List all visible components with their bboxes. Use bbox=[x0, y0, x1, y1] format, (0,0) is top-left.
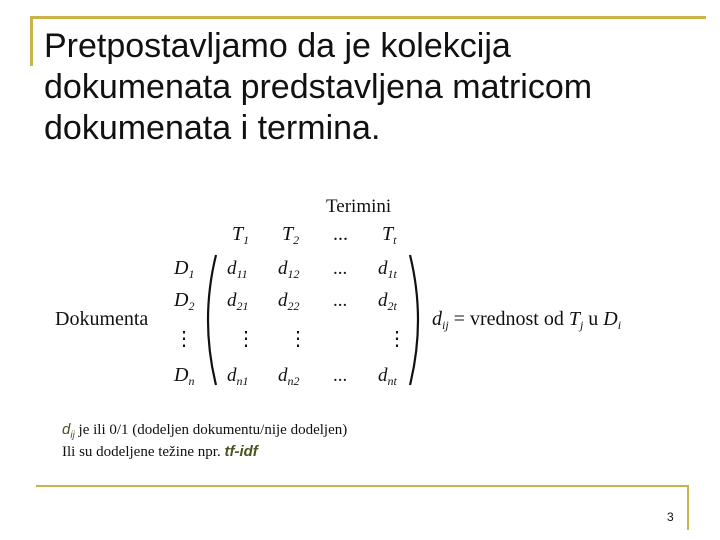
matrix-side-note: $d_{ij}$ = vrednost od $T_j$ u $D_i$ bbox=[432, 308, 622, 332]
matrix-note bbox=[62, 421, 347, 461]
row-label-dn: $D_n$ bbox=[174, 364, 195, 388]
cell-vdots: ⋮ bbox=[288, 328, 308, 350]
cell-d1t: $d_{1t}$ bbox=[378, 258, 397, 281]
note-line-2 bbox=[62, 443, 347, 462]
col-label-tt: $T_t$ bbox=[382, 223, 397, 247]
cell-d11: $d_{11}$ bbox=[227, 258, 248, 281]
cell-ellipsis: ... bbox=[333, 290, 348, 311]
top-accent-bar bbox=[30, 16, 706, 19]
bottom-accent-bar bbox=[36, 485, 688, 487]
row-label-d2: $D_2$ bbox=[174, 289, 195, 313]
title-line-1: Pretpostavljamo da je kolekcija bbox=[44, 27, 511, 65]
cell-vdots: ⋮ bbox=[236, 328, 256, 350]
cell-ellipsis: ... bbox=[333, 258, 348, 279]
cell-ellipsis: ... bbox=[333, 365, 348, 386]
note-line-1-text: je ili 0/1 (dodeljen dokumentu/nije dodeljen) bbox=[74, 422, 348, 438]
cell-d21: $d_{21}$ bbox=[227, 290, 249, 313]
terms-header: Terimini bbox=[326, 196, 392, 217]
note-line-1 bbox=[62, 421, 347, 443]
cell-d22: $d_{22}$ bbox=[278, 290, 300, 313]
cell-dnt: $d_{nt}$ bbox=[378, 365, 397, 388]
right-accent-bar bbox=[687, 485, 689, 530]
row-axis-label: Dokumenta bbox=[55, 308, 149, 330]
left-paren bbox=[208, 255, 216, 385]
term-document-matrix bbox=[50, 185, 690, 400]
title-line-2: dokumenata predstavljena matricom bbox=[44, 67, 593, 106]
right-paren bbox=[410, 255, 418, 385]
page-number: 3 bbox=[667, 510, 674, 524]
note-line-2-text: Ili su dodeljene težine npr. bbox=[62, 443, 225, 460]
tfidf-term: tf-idf bbox=[224, 442, 258, 460]
slide-title bbox=[44, 26, 694, 148]
cell-d12: $d_{12}$ bbox=[278, 258, 300, 281]
dij-symbol: $d_{ij}$ bbox=[62, 421, 75, 441]
row-label-vdots: ⋮ bbox=[174, 328, 194, 350]
cell-dn2: $d_{n2}$ bbox=[278, 365, 300, 388]
cell-vdots: ⋮ bbox=[387, 328, 407, 350]
cell-dn1: $d_{n1}$ bbox=[227, 365, 249, 388]
col-label-ellipsis: ... bbox=[333, 223, 348, 245]
col-label-t1: $T_1$ bbox=[232, 223, 250, 247]
left-accent-bar bbox=[30, 16, 33, 66]
cell-d2t: $d_{2t}$ bbox=[378, 290, 397, 313]
title-line-3: dokumenata i termina. bbox=[44, 108, 381, 147]
col-label-t2: $T_2$ bbox=[282, 223, 300, 247]
row-label-d1: $D_1$ bbox=[174, 257, 195, 281]
